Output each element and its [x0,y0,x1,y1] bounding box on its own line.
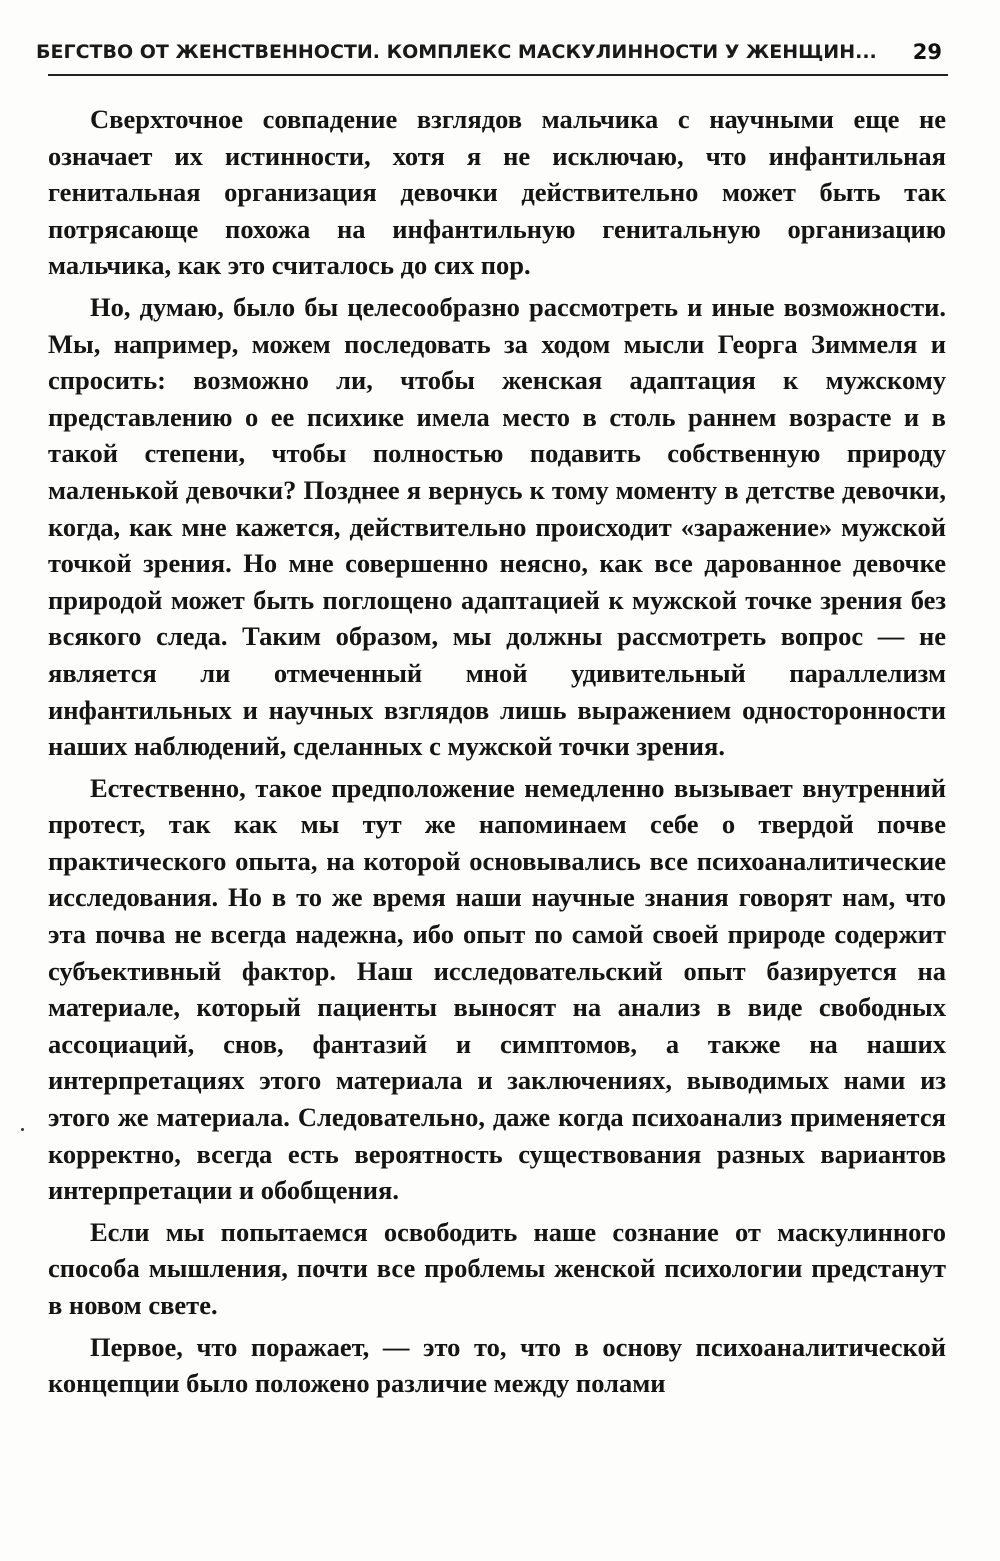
page-number: 29 [912,40,942,64]
paragraph-3: Естественно, такое предположение немедленно вызывает внутренний протест, так как мы тут же напоминаем себе о твердой почве практического опыта, на которой основывались все психоаналитические исследования. Но в то же время наши научные знания говорят нам, что эта почва не всегда надежна, ибо опыт по самой своей природе содержит субъективный фактор. Наш исследовательский опыт базируется на материале, который пациенты выносят на анализ в виде свободных ассоциаций, снов, фантазий и симптомов, а также на наших интерпретациях этого материала и заключениях, выводимых нами из этого же материала. Следовательно, даже когда психоанализ применяется корректно, всегда есть вероятность существования разных вариантов интерпретации и обобщения. [48,772,946,1206]
stray-ink-dot [21,1128,24,1131]
paragraph-2: Но, думаю, было бы целесообразно рассмотреть и иные возможности. Мы, например, можем последовать за ходом мысли Георга Зиммеля и спросить: возможно ли, чтобы женская адаптация к мужскому представлению о ее психике имела место в столь раннем возрасте и в такой степени, чтобы полностью подавить собственную природу маленькой девочки? Позднее я вернусь к тому моменту в детстве девочки, когда, как мне кажется, действительно происходит «заражение» мужской точкой зрения. Но мне совершенно неясно, как все дарованное девочке природой может быть поглощено адаптацией к мужской точке зрения без всякого следа. Таким образом, мы должны рассмотреть вопрос — не является ли отмеченный мной удивительный параллелизм инфантильных и научных взглядов лишь выражением односторонности наших наблюдений, сделанных с мужской точки зрения. [48,291,946,762]
body-text [48,101,946,1402]
running-title: БЕГСТВО ОТ ЖЕНСТВЕННОСТИ. КОМПЛЕКС МАСКУЛИННОСТИ У ЖЕНЩИН... [36,41,877,63]
paragraph-4: Если мы попытаемся освободить наше сознание от маскулинного способа мышления, почти все проблемы женской психологии предстанут в новом свете. [48,1216,946,1320]
paragraph-1: Сверхточное совпадение взглядов мальчика с научными еще не означает их истинности, хотя я не исключаю, что инфантильная генитальная организация девочки действительно может быть так потрясающе похожа на инфантильную генитальную организацию мальчика, как это считалось до сих пор. [48,104,946,281]
running-header [36,30,948,76]
paragraph-5: Первое, что поражает, — это то, что в основу психоаналитической концепции было положено различие между полами [48,1331,946,1399]
